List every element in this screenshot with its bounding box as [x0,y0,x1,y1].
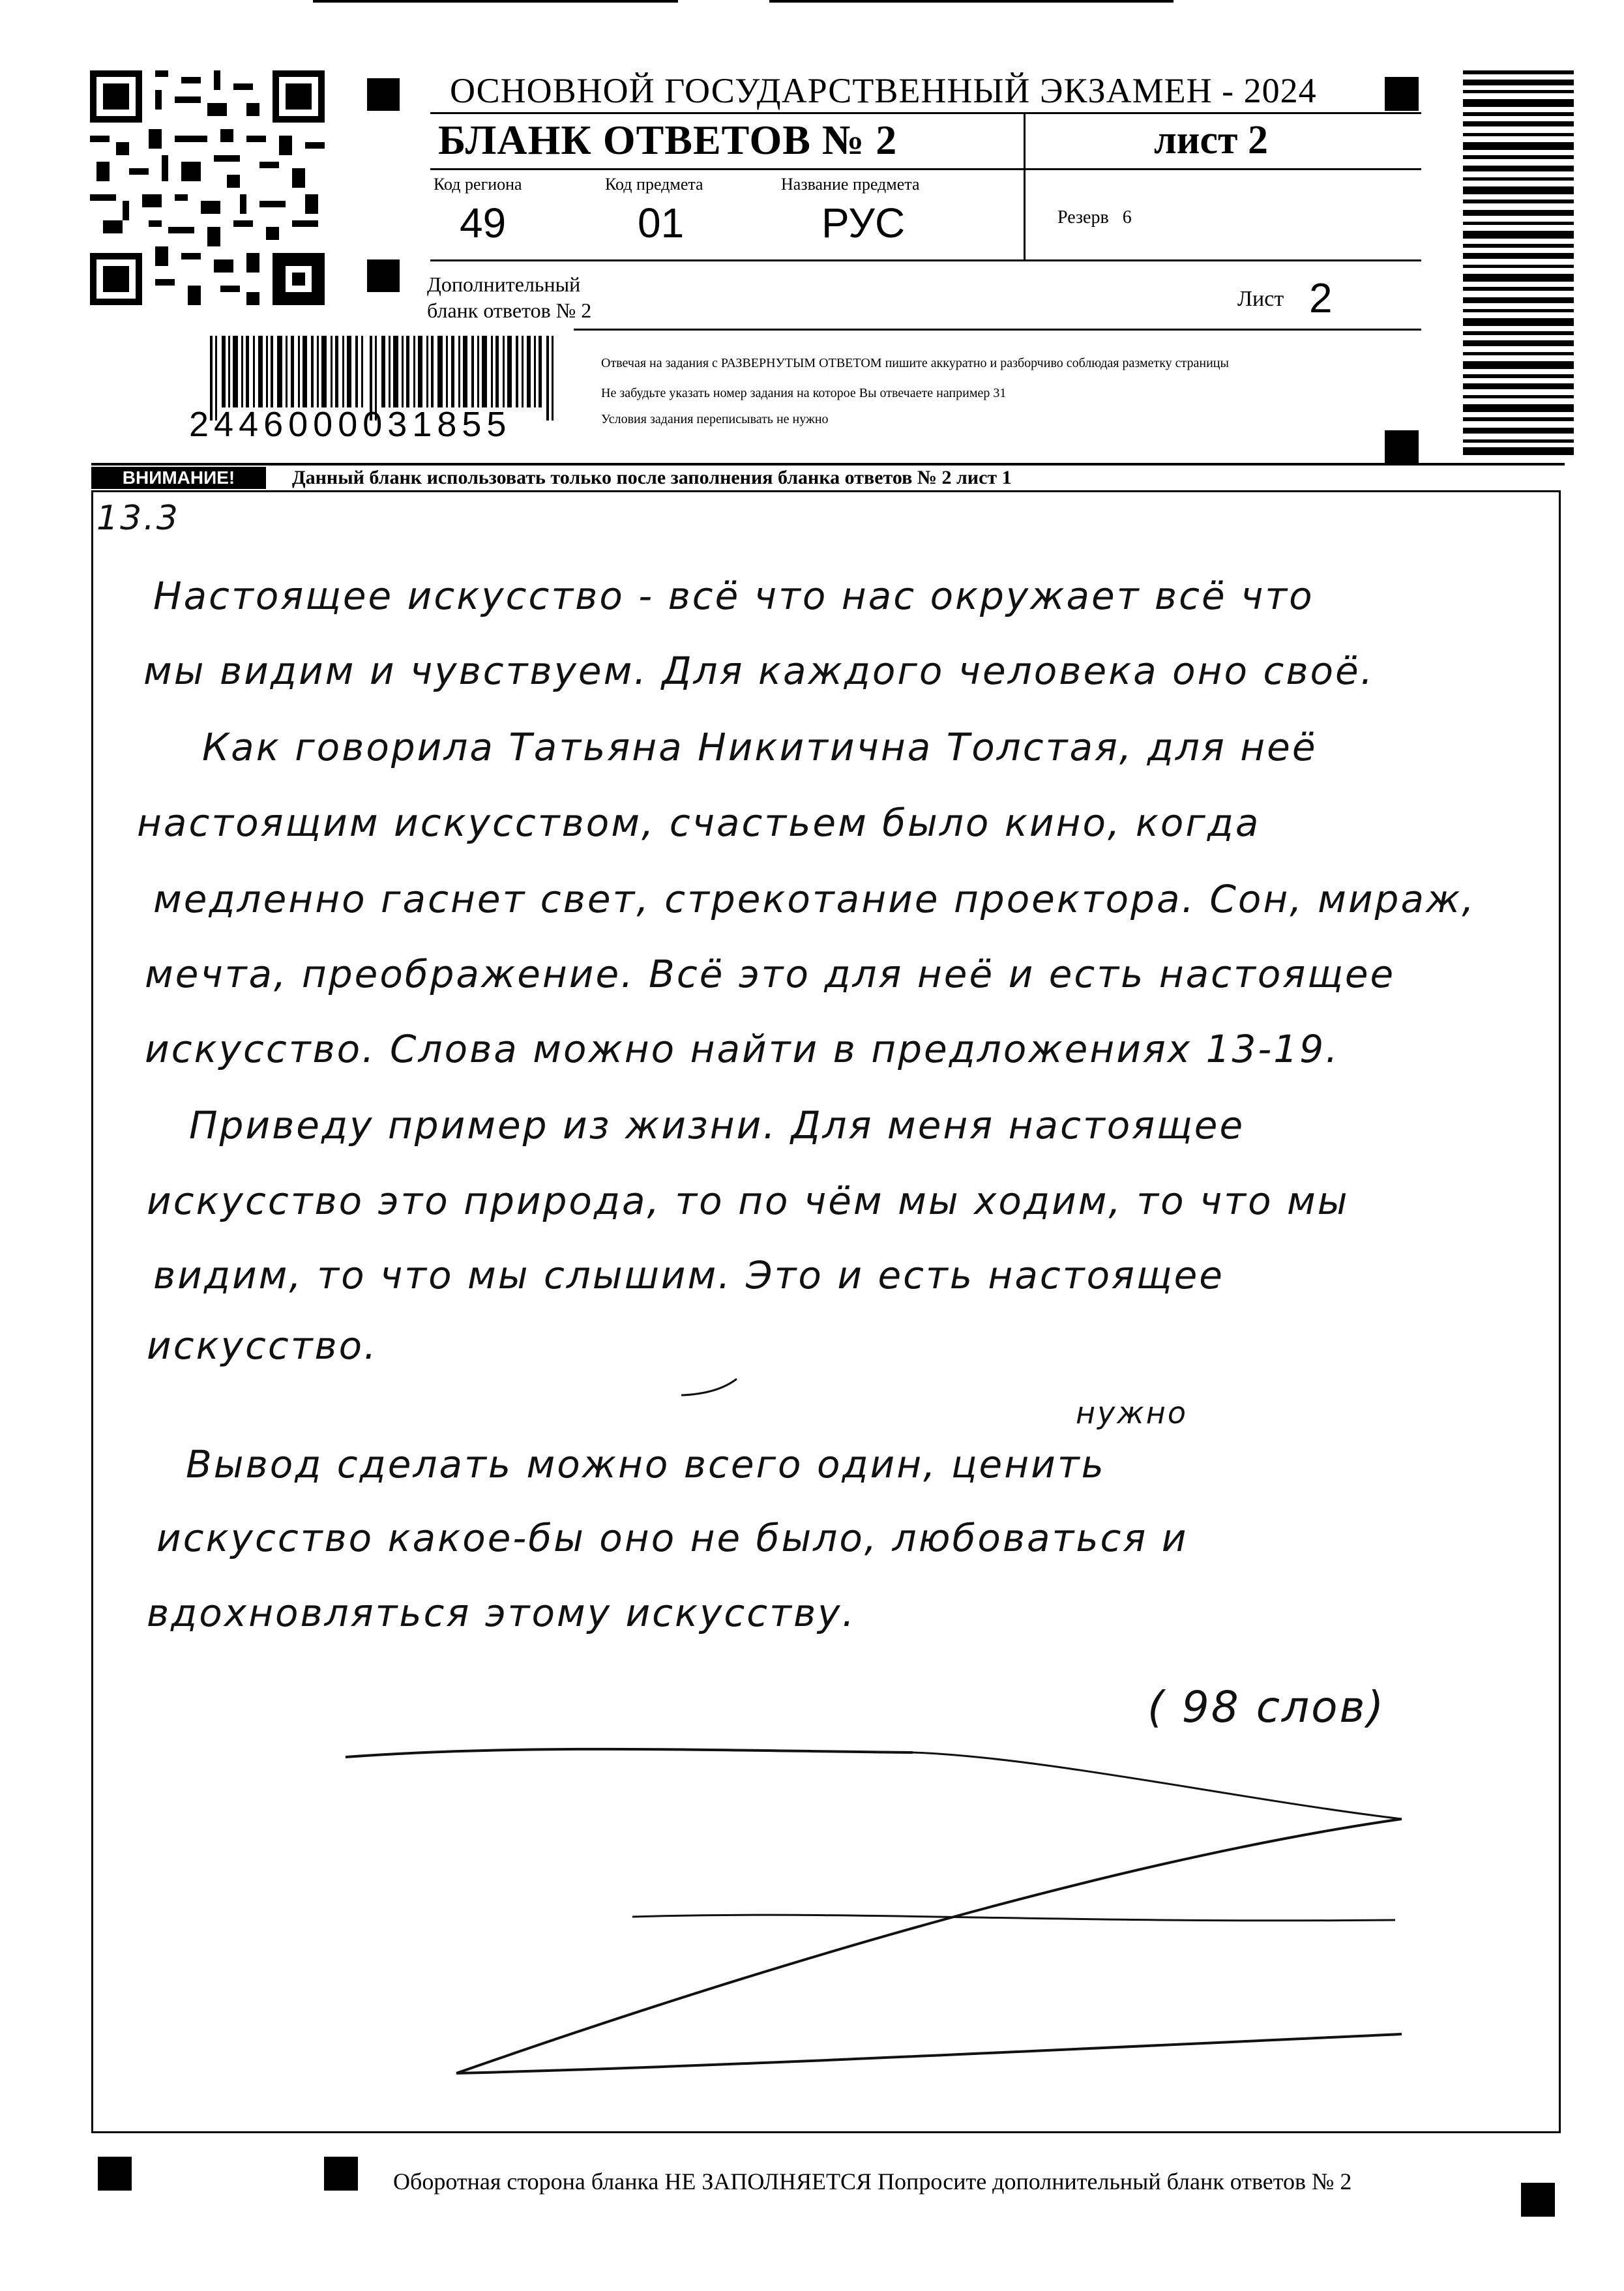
timing-mark [367,78,400,111]
answer-line: медленно гаснет свет, стрекотание проектора. Сон, мираж, [153,877,1476,921]
scan-edge-line [769,0,1174,3]
answer-line: Как говорила Татьяна Никитична Толстая, для неё [202,725,1318,769]
subject-code-value: 01 [638,200,685,246]
instruction-line-2: Не забудьте указать номер задания на которое Вы отвечаете например 31 [601,386,1007,400]
attention-top-line [91,463,1565,466]
title-underline [430,112,1421,114]
timing-mark [98,2157,132,2191]
answer-line: Вывод сделать можно всего один, ценить [186,1442,1106,1486]
subject-name-value: РУС [821,200,906,246]
answer-line: искусство. Слова можно найти в предложениях 13-19. [145,1027,1340,1071]
attention-badge: ВНИМАНИЕ! [91,467,266,489]
timing-mark [367,259,400,292]
header-row-line [430,259,1421,261]
list-value: 2 [1309,274,1333,321]
sheet-label: лист 2 [1154,118,1268,162]
answer-line: искусство. [147,1323,378,1368]
instruction-line-3: Условия задания переписывать не нужно [601,412,829,426]
timing-mark [324,2157,358,2191]
additional-label-1: Дополнительный [427,273,581,296]
subject-code-label: Код предмета [605,175,703,194]
side-barcode [1463,70,1574,455]
qr-code [90,70,325,305]
attention-text: Данный бланк использовать только после заполнения бланка ответов № 2 лист 1 [292,467,1012,488]
answer-line: мечта, преображение. Всё это для неё и есть настоящее [145,952,1396,996]
timing-mark [1521,2183,1555,2217]
header-row-line [430,168,1421,170]
barcode-number: 2446000031855 [189,405,512,444]
answer-line: настоящим искусством, счастьем было кино, когда [137,801,1261,845]
answer-line: мы видим и чувствуем. Для каждого человека оно своё. [143,649,1375,693]
answer-insertion: нужно [1076,1395,1188,1430]
region-code-label: Код региона [434,175,522,194]
subject-name-label: Название предмета [781,175,920,194]
form-title: БЛАНК ОТВЕТОВ № 2 [438,117,898,163]
reserve-label [1057,207,1132,228]
word-count: ( 98 слов) [1147,1682,1386,1732]
list-label: Лист [1237,287,1284,311]
scan-edge-line [313,0,678,3]
footer-text: Оборотная сторона бланка НЕ ЗАПОЛНЯЕТСЯ Попросите дополнительный бланк ответов № 2 [393,2168,1352,2195]
header-divider [1024,112,1026,261]
answer-line: искусство какое-бы оно не было, любоваться и [156,1516,1188,1560]
reserve-label-text: Резерв [1057,207,1109,228]
instruction-line-1: Отвечая на задания с РАЗВЕРНУТЫМ ОТВЕТОМ пишите аккуратно и разборчиво соблюдая разметку страницы [601,356,1229,370]
z-strike [326,1721,1434,2086]
answer-line: вдохновляться этому искусству. [147,1591,856,1635]
exam-title: ОСНОВНОЙ ГОСУДАРСТВЕННЫЙ ЭКЗАМЕН - 2024 [450,71,1317,110]
header-row-line [574,329,1421,331]
answer-line: Настоящее искусство - всё что нас окружает всё что [153,574,1314,618]
task-number: 13.3 [96,499,180,538]
region-code-value: 49 [460,200,507,246]
pen-stroke [678,1376,743,1402]
answer-line: искусство это природа, то по чём мы ходим, то что мы [147,1179,1350,1223]
timing-mark [1385,77,1419,111]
reserve-value: 6 [1122,207,1132,228]
answer-line: Приведу пример из жизни. Для меня настоящее [189,1103,1245,1147]
timing-mark [1385,430,1419,464]
additional-label-2: бланк ответов № 2 [427,299,592,322]
answer-line: видим, то что мы слышим. Это и есть настоящее [153,1253,1224,1297]
